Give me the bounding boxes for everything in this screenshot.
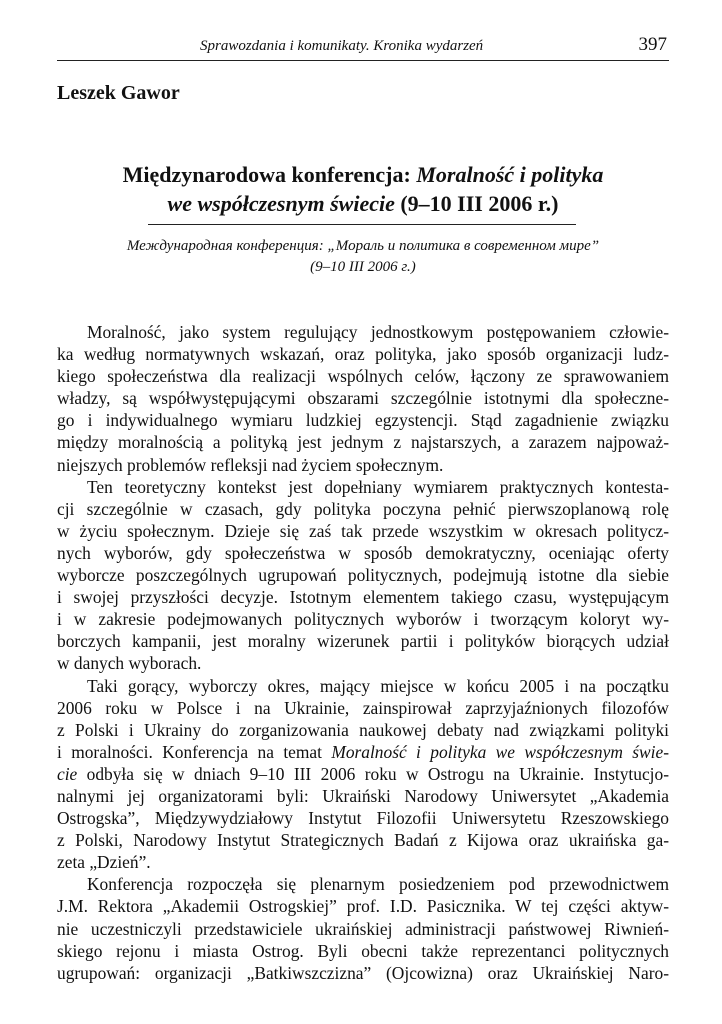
text-segment: odbyła się w dniach 9–10 III 2006 roku w Ostrogu na Ukrainie. Instytucjo- [77, 763, 669, 784]
text-line: między moralnością a polityką jest jednym z najstarszych, a zarazem najpoważ- [57, 432, 669, 453]
text-line: J.M. Rektora „Akademii Ostrogskiej” prof. I.D. Pasicznika. W tej części aktyw- [57, 896, 669, 917]
text-line: w życiu społecznym. Dzieje się zaś tak przede wszystkim w okresach politycz- [57, 520, 669, 541]
conference-title-italic-end: cie [57, 763, 78, 784]
text-line [57, 741, 669, 763]
text-line: Moralność, jako system regulujący jednostkowym postępowaniem człowie- [87, 322, 669, 342]
text-line: w danych wyborach. [57, 653, 202, 674]
title-line-2 [57, 189, 669, 218]
paragraph-4 [57, 873, 669, 983]
paragraph-3 [57, 675, 669, 874]
text-line: ugrupowań: organizacji „Batkiwszczizna” (Ojcowizna) oraz Ukraińskiej Naro- [57, 962, 669, 983]
running-header [57, 36, 669, 61]
title-line-1 [57, 160, 669, 189]
article-body [57, 321, 669, 984]
text-line: i swojej przyszłości decyzje. Istotnym elementem takiego czasu, występującym [57, 587, 669, 608]
title-line-1-italic: Moralność i polityka [416, 162, 604, 187]
text-line: wyborcze poszczególnych ugrupowań politycznych, podejmują istotne dla siebie [57, 565, 669, 586]
article-subtitle [57, 236, 669, 278]
text-segment: i moralności. Konferencja na temat [57, 741, 332, 762]
text-line: borczych kampanii, jest moralny wizerunek partii i polityków biorących udział [57, 631, 669, 652]
text-line: nalnymi jej organizatorami byli: Ukraiński Narodowy Uniwersytet „Akademia [57, 785, 669, 806]
text-line: Taki gorący, wyborczy okres, mający miejsce w końcu 2005 i na początku [87, 675, 669, 696]
paragraph-2 [57, 476, 669, 675]
text-line: skiego rejonu i miasta Ostrog. Byli obecni także reprezentanci politycznych [57, 940, 669, 961]
text-line: niejszych problemów refleksji nad życiem społecznym. [57, 454, 444, 475]
text-line: władzy, są współwystępującymi obszarami szczególnie istotnymi dla społeczne- [57, 388, 669, 409]
text-line: zeta „Dzień”. [57, 852, 151, 873]
text-line: z Polski, Narodowy Instytut Strategicznych Badań z Kijowa oraz ukraińska ga- [57, 830, 669, 851]
text-line: z Polski i Ukrainy do zorganizowania naukowej debaty nad związkami polityki [57, 719, 669, 740]
text-line: Ten teoretyczny kontekst jest dopełniany wymiarem praktycznych kontesta- [87, 476, 669, 497]
title-line-2-normal: (9–10 III 2006 r.) [394, 191, 559, 216]
paragraph-1 [57, 321, 669, 476]
page-number: 397 [638, 34, 667, 55]
text-line: kiego społeczeństwa dla realizacji wspólnych celów, łączony ze sprawowaniem [57, 366, 669, 387]
text-line: i w zakresie podejmowanych politycznych wyborów i tworzącym koloryt wy- [57, 609, 669, 630]
text-line: 2006 roku w Polsce i na Ukrainie, zainspirował zaprzyjaźnionych filozofów [57, 697, 669, 718]
title-line-2-italic: we współczesnym świecie [167, 191, 395, 216]
text-line: cji szczególnie w czasach, gdy polityka poczyna pełnić pierwszoplanową rolę [57, 498, 669, 519]
text-line: Ostrogska”, Międzywydziałowy Instytut Filozofii Uniwersytetu Rzeszowskiego [57, 808, 669, 829]
text-line: Konferencja rozpoczęła się plenarnym posiedzeniem pod przewodnictwem [87, 874, 669, 895]
text-line: nych wyborów, gdy społeczeństwa w sposób demokratyczny, oceniając oferty [57, 542, 669, 563]
running-title: Sprawozdania i komunikaty. Kronika wydarzeń [200, 38, 484, 54]
title-rule [148, 224, 576, 225]
conference-title-italic: Moralność i polityka we współczesnym świe- [331, 741, 669, 762]
author-name: Leszek Gawor [57, 82, 180, 104]
text-line [57, 763, 669, 785]
subtitle-line-2: (9–10 III 2006 г.) [310, 259, 416, 275]
article-title [57, 160, 669, 218]
text-line: go i indywidualnego wymiaru ludzkiej egzystencji. Stąd zagadnienie związku [57, 410, 669, 431]
subtitle-line-1: Международная конференция: „Мораль и политика в современном мире” [126, 238, 600, 254]
text-line: nie uczestniczyli przedstawiciele ukraińskiej administracji państwowej Riwnień- [57, 918, 669, 939]
title-line-1-normal: Międzynarodowa konferencja: [122, 162, 417, 187]
text-line: ka według normatywnych wskazań, oraz polityka, jako sposób organizacji ludz- [57, 344, 669, 365]
